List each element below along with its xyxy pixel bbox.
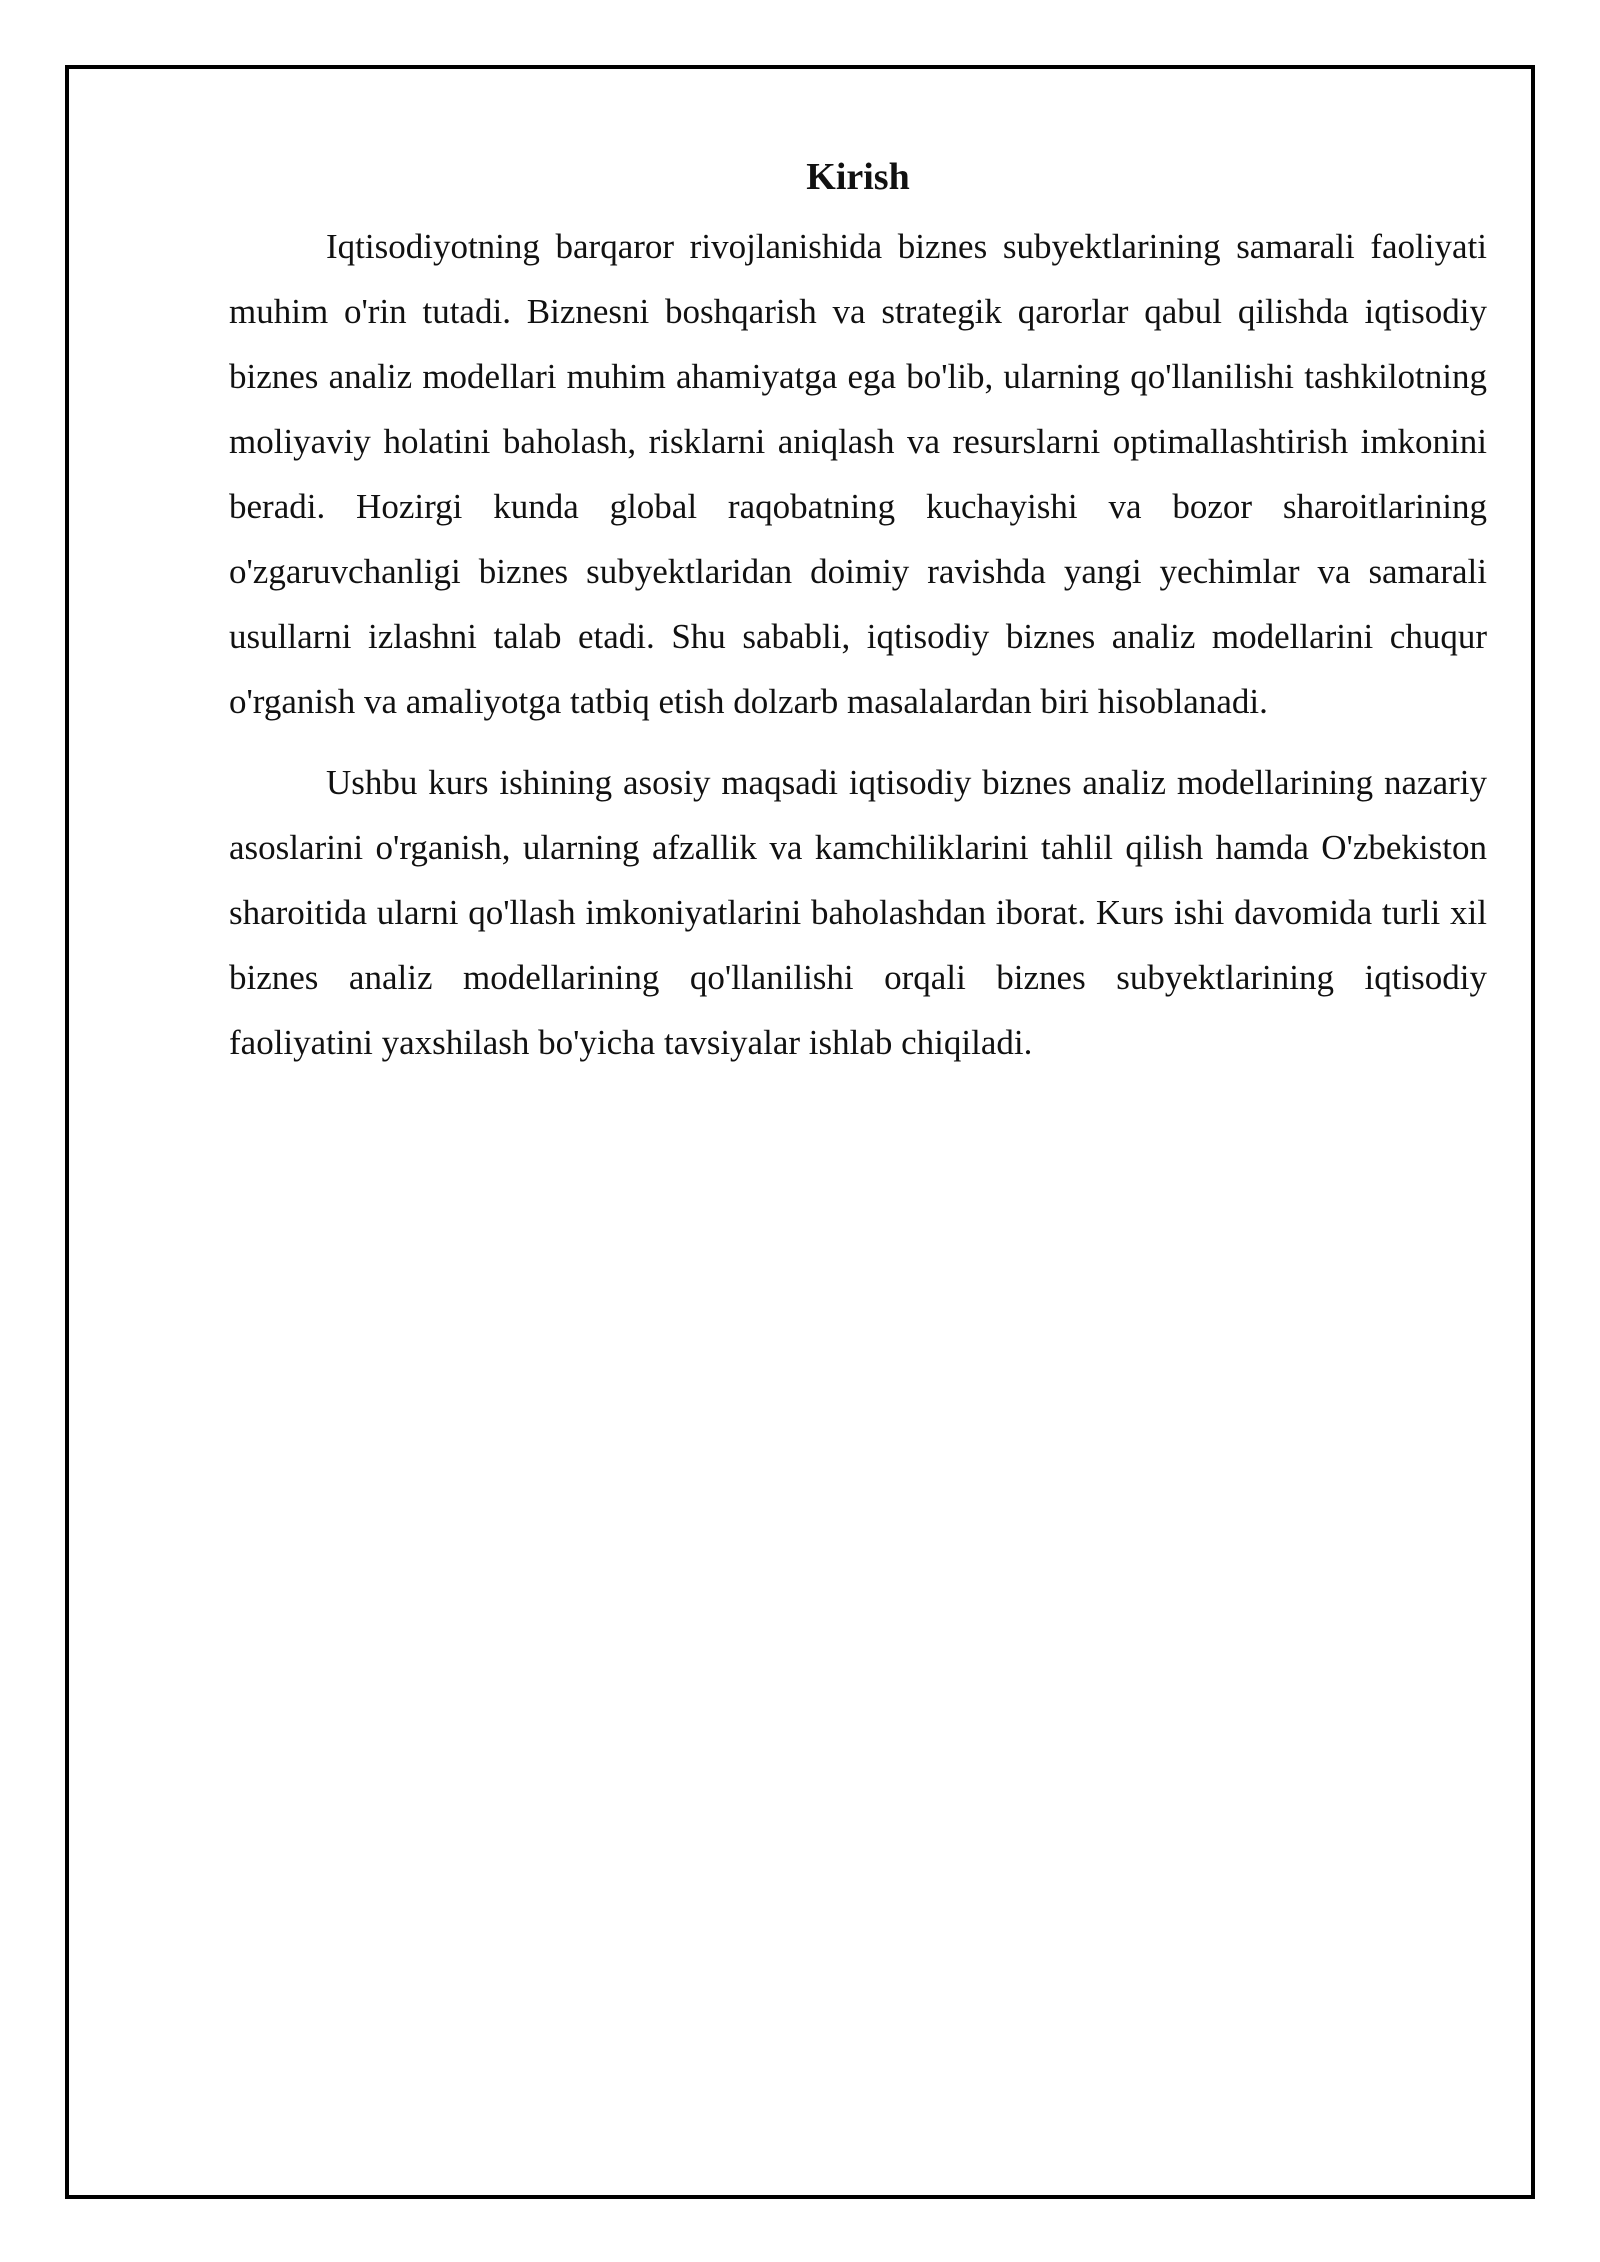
document-body [229,148,1487,1091]
paragraph-goal: Ushbu kurs ishining asosiy maqsadi iqtisodiy biznes analiz modellarining nazariy asoslarini o'rganish, ularning afzallik va kamchiliklarini tahlil qilish hamda O'zbekiston sharoitida ularni qo'llash imkoniyatlarini baholashdan iborat. Kurs ishi davomida turli xil biznes analiz modellarining qo'llanilishi orqali biznes subyektlarining iqtisodiy faoliyatini yaxshilash bo'yicha tavsiyalar ishlab chiqiladi. [229,763,1487,1062]
paragraph-intro: Iqtisodiyotning barqaror rivojlanishida biznes subyektlarining samarali faoliyati muhim o'rin tutadi. Biznesni boshqarish va strategik qarorlar qabul qilishda iqtisodiy biznes analiz modellari muhim ahamiyatga ega bo'lib, ularning qo'llanilishi tashkilotning moliyaviy holatini baholash, risklarni aniqlash va resurslarni optimallashtirish imkonini beradi. Hozirgi kunda global raqobatning kuchayishi va bozor sharoitlarining o'zgaruvchanligi biznes subyektlaridan doimiy ravishda yangi yechimlar va samarali usullarni izlashni talab etadi. Shu sababli, iqtisodiy biznes analiz modellarini chuqur o'rganish va amaliyotga tatbiq etish dolzarb masalalardan biri hisoblanadi. [229,227,1487,721]
page-title: Kirish [806,156,910,198]
